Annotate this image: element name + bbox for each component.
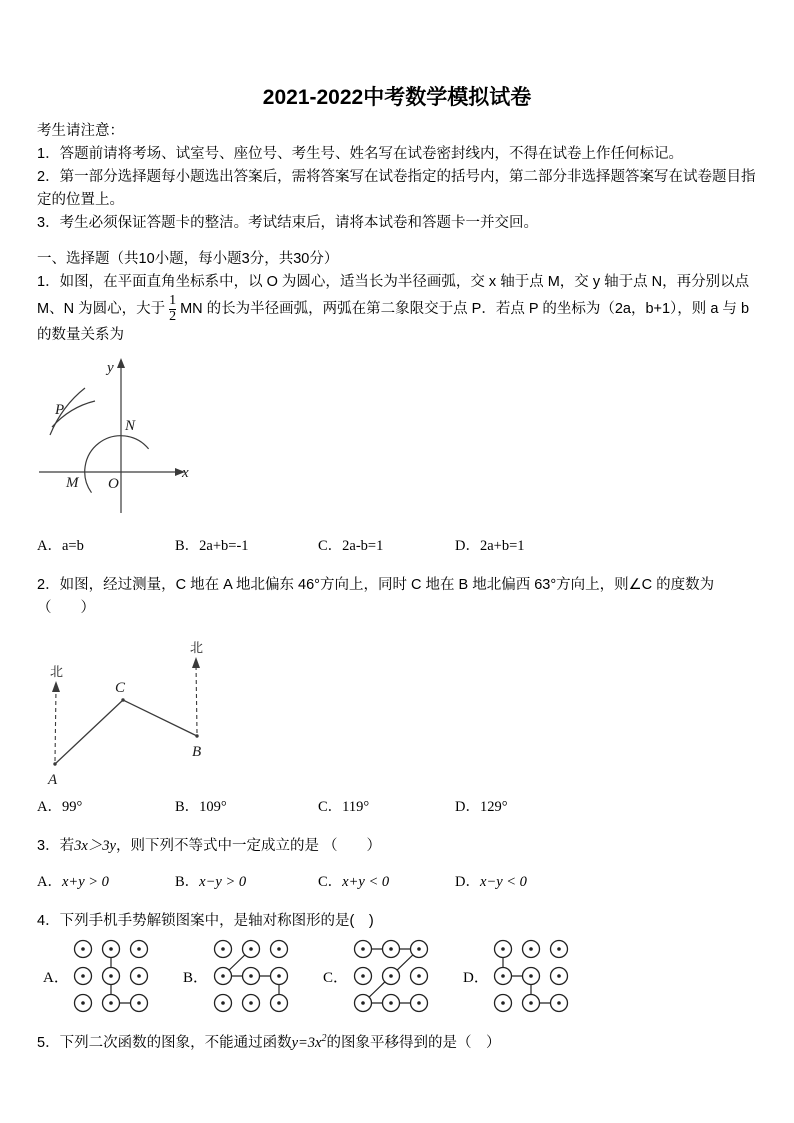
notice-item: 1．答题前请将考场、试室号、座位号、考生号、姓名写在试卷密封线内，不得在试卷上作任何标记。: [37, 146, 684, 162]
q1-option-a: A．a=b: [37, 538, 84, 555]
north-label-b: 北: [190, 640, 204, 656]
q1-option-d: D．2a+b=1: [455, 538, 525, 555]
lock-pattern-a: [69, 937, 161, 1015]
pattern-dot-center: [81, 948, 85, 952]
notice-block: [37, 120, 757, 235]
x-axis-label: x: [182, 465, 189, 482]
question-2-stem: 2．如图，经过测量，C 地在 A 地北偏东 46°方向上，同时 C 地在 B 地北偏西 63°方向上，则∠C 的度数为（ ）: [37, 577, 715, 617]
q1-coordinate-figure: [37, 355, 227, 521]
pattern-dot-center: [137, 948, 141, 952]
pattern-dot-center: [137, 975, 141, 979]
question-3-stem: 3．若3x＞3y，则下列不等式中一定成立的是 （ ）: [37, 838, 381, 855]
pattern-dot-center: [361, 948, 365, 952]
point-a-label: A: [48, 772, 58, 789]
pattern-dot-center: [249, 1002, 253, 1006]
q4-pattern-options: [43, 937, 757, 1015]
q3-option-d: D．x−y < 0: [455, 874, 527, 891]
pattern-dot-center: [417, 975, 421, 979]
north-arrow-a-icon: [52, 681, 60, 692]
pattern-dot-center: [529, 975, 533, 979]
segment-cb: [123, 700, 197, 736]
point-c-dot: [121, 699, 124, 702]
pattern-dot-center: [389, 948, 393, 952]
pattern-dot-center: [277, 1002, 281, 1006]
q4-option-a-label: A．: [43, 969, 69, 986]
pattern-dot-center: [389, 975, 393, 979]
q4-option-c: [323, 937, 441, 1015]
pattern-dot-center: [501, 948, 505, 952]
y-axis-label: y: [107, 360, 114, 377]
point-p-label: P: [55, 402, 65, 419]
q5-formula: $y=3x^2$: [291, 1033, 327, 1052]
pattern-dot-center: [221, 975, 225, 979]
pattern-dot-center: [249, 975, 253, 979]
q3-options: [37, 871, 757, 894]
question-5-stem: 5．下列二次函数的图象，不能通过函数$y=3x^2$的图象平移得到的是（ ）: [37, 1033, 501, 1052]
point-b-label: B: [192, 744, 202, 761]
notice-item: 3．考生必须保证答题卡的整洁。考试结束后，请将本试卷和答题卡一并交回。: [37, 215, 539, 231]
lock-pattern-d: [489, 937, 581, 1015]
point-a-dot: [53, 763, 56, 766]
q3-option-b: B．x−y > 0: [175, 874, 247, 891]
pattern-dot-center: [529, 1002, 533, 1006]
q2-options: [37, 796, 757, 819]
point-c-label: C: [115, 680, 126, 697]
pattern-dot-center: [361, 975, 365, 979]
fraction-one-half: $\frac{1}{2}$: [169, 293, 177, 324]
pattern-dot-center: [249, 948, 253, 952]
pattern-dot-center: [109, 975, 113, 979]
north-dash-line-a: [55, 688, 56, 761]
pattern-dot-center: [529, 948, 533, 952]
q1-option-c: C．2a-b=1: [318, 538, 384, 555]
q2-option-d: D．129°: [455, 799, 508, 816]
pattern-dot-center: [221, 1002, 225, 1006]
q1-option-b: B．2a+b=-1: [175, 538, 249, 555]
q2-option-c: C．119°: [318, 799, 370, 816]
point-b-dot: [195, 735, 198, 738]
notice-heading: 考生请注意：: [37, 123, 124, 139]
q3-inequality: 3x＞3y: [74, 838, 116, 855]
pattern-dot-center: [221, 948, 225, 952]
pattern-dot-center: [417, 948, 421, 952]
q2-option-a: A．99°: [37, 799, 83, 816]
q4-option-b-label: B．: [183, 969, 209, 986]
origin-label: O: [108, 476, 119, 493]
point-m-label: M: [66, 475, 79, 492]
pattern-dot-center: [277, 975, 281, 979]
q4-option-d-label: D．: [463, 969, 489, 986]
section-heading: 一、选择题（共10小题，每小题3分，共30分）: [37, 251, 339, 267]
page-title: 2021-2022中考数学模拟试卷: [262, 86, 532, 109]
q4-option-d: [463, 937, 581, 1015]
y-axis-arrow-icon: [117, 358, 125, 368]
q2-bearing-figure: [42, 628, 232, 790]
q4-option-c-label: C．: [323, 969, 349, 986]
q1-figure: [37, 355, 757, 521]
pattern-dot-center: [557, 975, 561, 979]
q3-option-c: C．x+y < 0: [318, 874, 390, 891]
north-label-a: 北: [50, 664, 64, 680]
lock-pattern-b: [209, 937, 301, 1015]
notice-item: 2．第一部分选择题每小题选出答案后，需将答案写在试卷指定的括号内，第二部分非选择题答案写在试卷题目指定的位置上。: [37, 169, 756, 208]
pattern-dot-center: [557, 1002, 561, 1006]
pattern-dot-center: [277, 948, 281, 952]
pattern-dot-center: [417, 1002, 421, 1006]
q4-option-b: [183, 937, 301, 1015]
pattern-dot-center: [109, 948, 113, 952]
north-arrow-b-icon: [192, 657, 200, 668]
pattern-dot-center: [109, 1002, 113, 1006]
q2-figure: [42, 628, 757, 790]
q3-option-a: A．x+y > 0: [37, 874, 109, 891]
pattern-dot-center: [389, 1002, 393, 1006]
q1-options: [37, 535, 757, 558]
point-n-label: N: [125, 418, 136, 435]
pattern-dot-center: [501, 1002, 505, 1006]
pattern-dot-center: [557, 948, 561, 952]
pattern-dot-center: [361, 1002, 365, 1006]
q1-stem-part1: 1．如图，在平面直角坐标系中，以 O 为圆心，适当长为半径画弧，交 x 轴于点 M，交 y 轴于点 N，再分别以点 M、N 为圆心，大于: [37, 274, 750, 318]
lock-pattern-c: [349, 937, 441, 1015]
segment-ac: [55, 700, 123, 764]
north-dash-line-b: [196, 664, 197, 733]
q4-option-a: [43, 937, 161, 1015]
pattern-dot-center: [501, 975, 505, 979]
q2-option-b: B．109°: [175, 799, 227, 816]
pattern-dot-center: [137, 1002, 141, 1006]
q1-stem-part2: MN 的长为半径画弧，两弧在第二象限交于点 P．若点 P 的坐标为（2a，b+1），则 a 与 b 的数量关系为: [37, 301, 750, 344]
pattern-dot-center: [81, 975, 85, 979]
pattern-dot-center: [81, 1002, 85, 1006]
question-1-stem: [37, 271, 757, 347]
question-4-stem: 4．下列手机手势解锁图案中，是轴对称图形的是( ): [37, 913, 374, 930]
